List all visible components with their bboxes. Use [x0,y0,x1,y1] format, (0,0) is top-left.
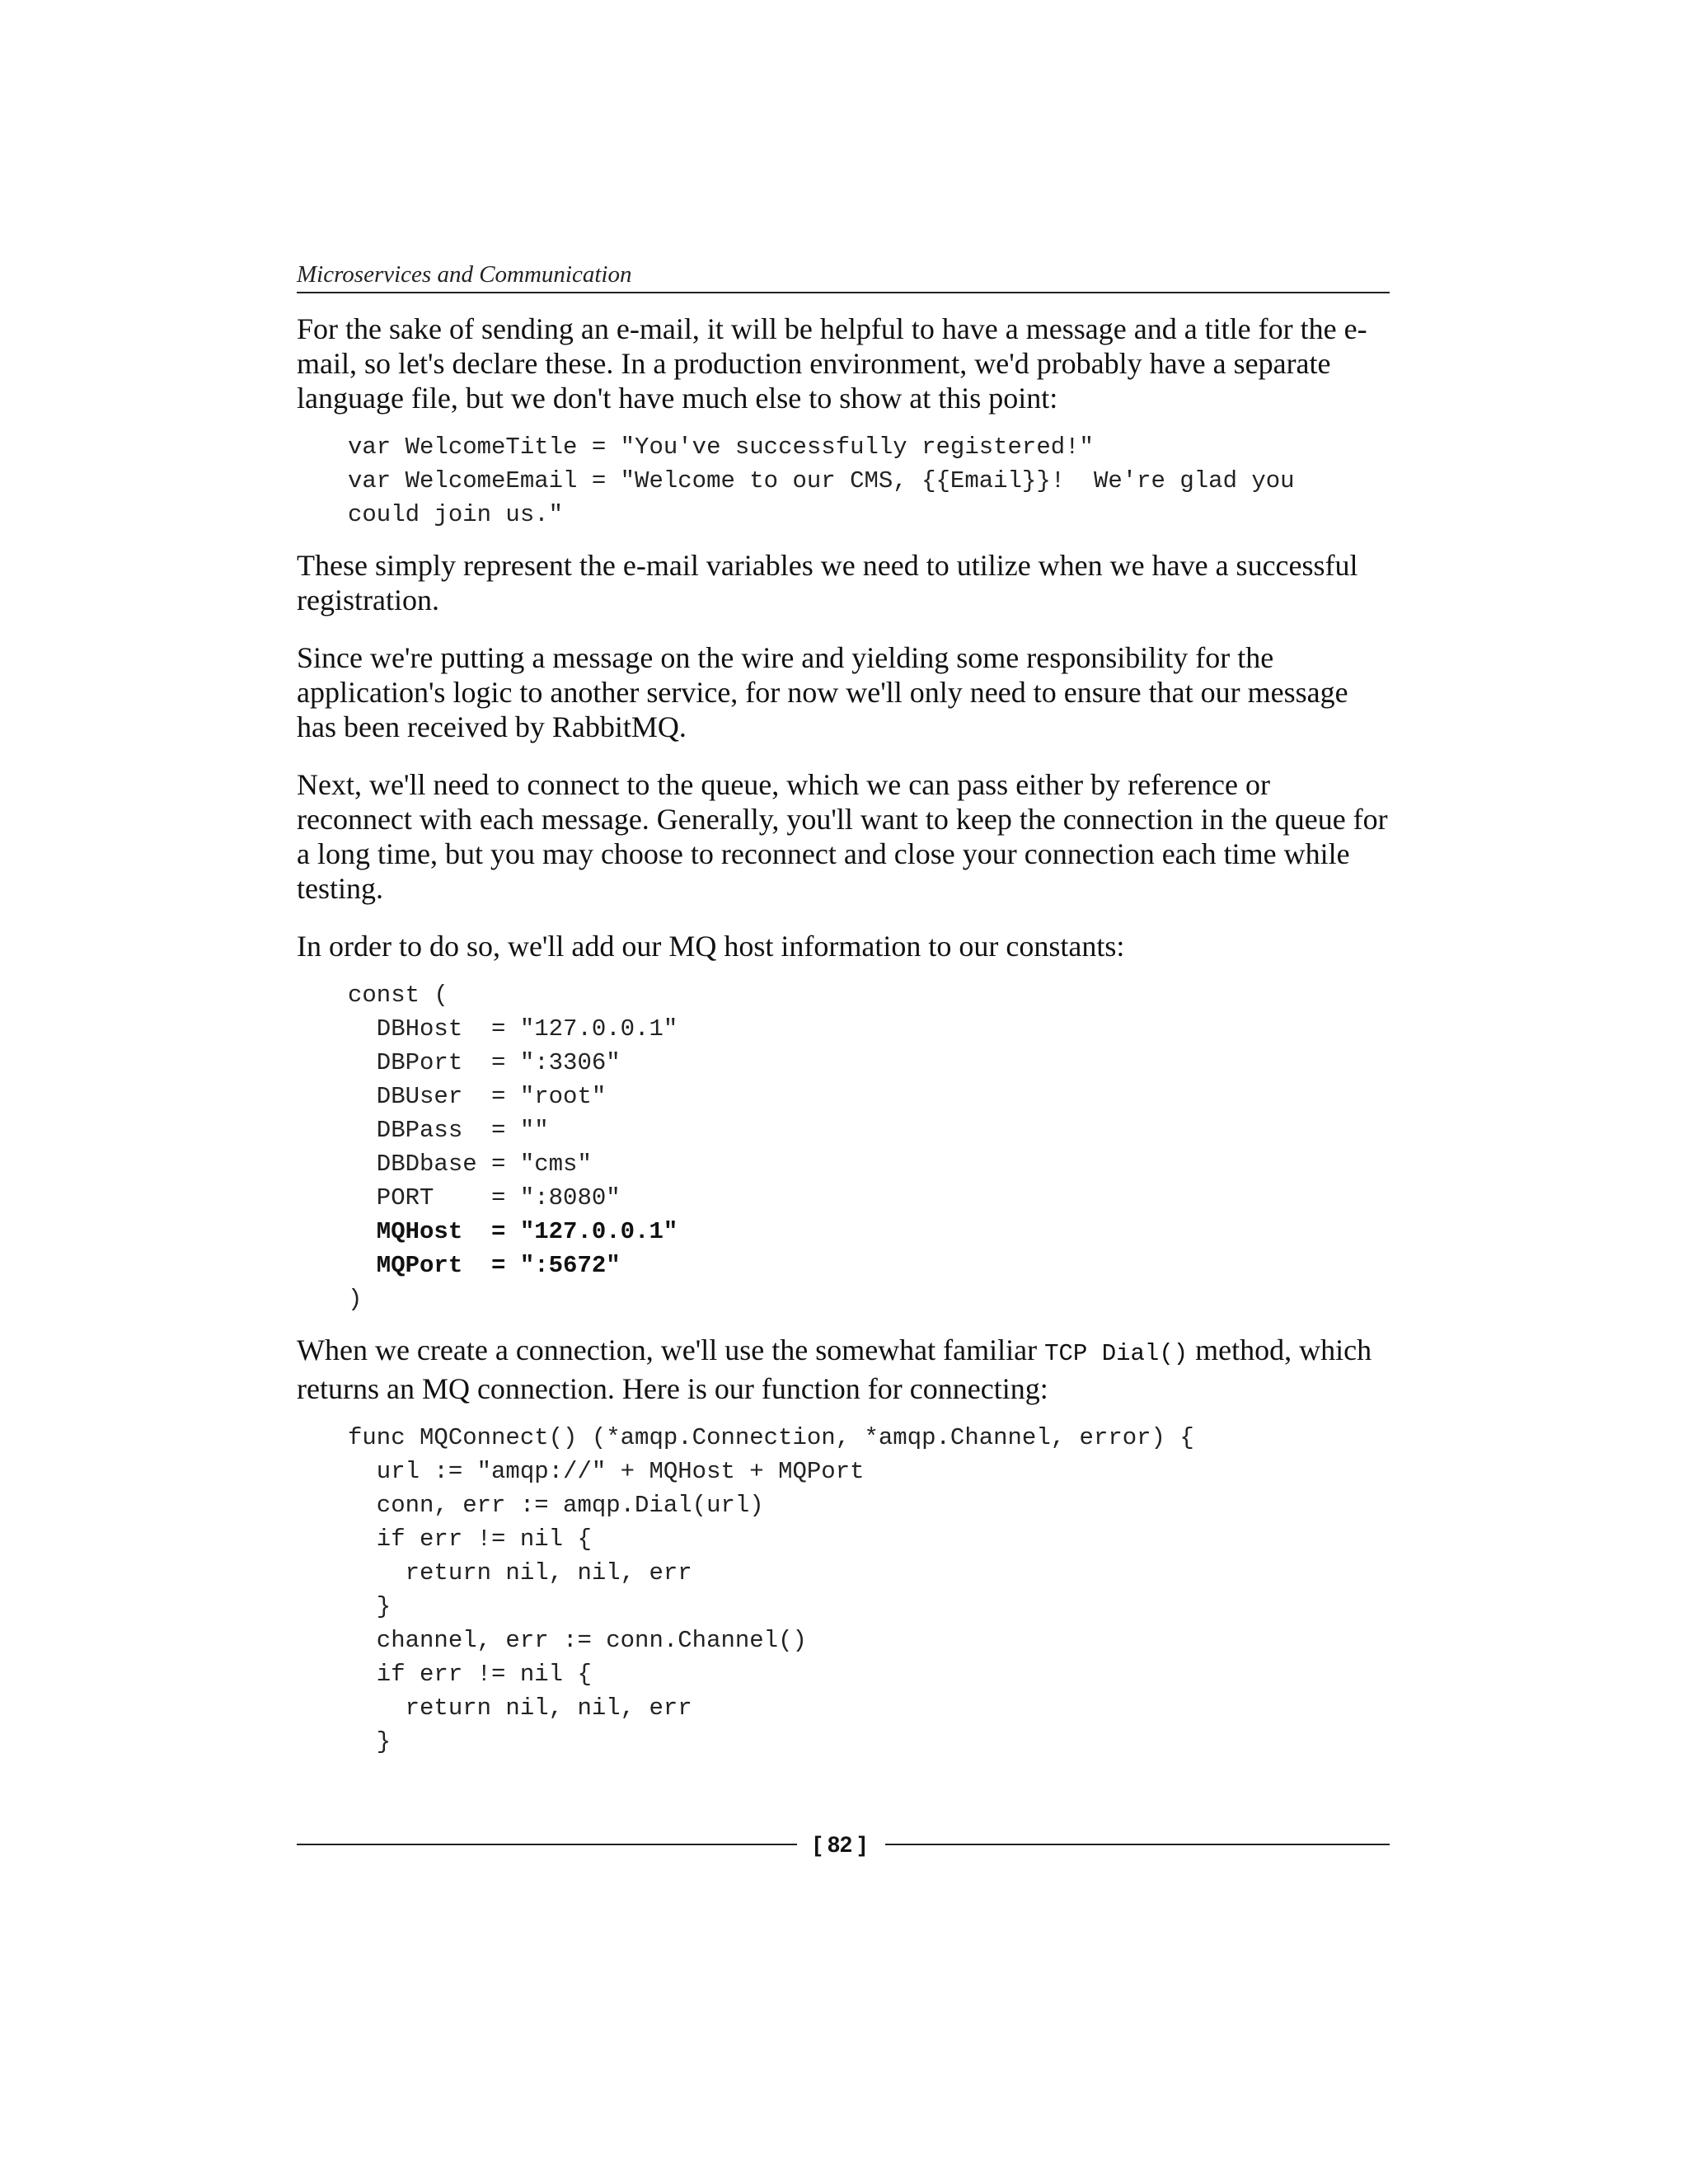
paragraph-tcp-dial-text-before: When we create a connection, we'll use the somewhat familiar [297,1333,1045,1366]
code-block-constants [297,978,1390,1316]
page-number: [ 82 ] [814,1832,866,1857]
code-constants-plain: const ( DBHost = "127.0.0.1" DBPort = ":3306" DBUser = "root" DBPass = "" DBDbase = "cms" PORT = ":8080" [348,982,678,1212]
footer-rule-right [885,1844,1390,1845]
paragraph-email-variables: These simply represent the e-mail variables we need to utilize when we have a successful registration. [297,549,1358,616]
code-block-mqconnect: func MQConnect() (*amqp.Connection, *amqp.Channel, error) { url := "amqp://" + MQHost + MQPort conn, err := amqp.Dial(url) if err != nil { return nil, nil, err } channel, err := conn.Channel() if err != nil { return nil, nil, err } [348,1424,1194,1755]
paragraph-mq-constants: In order to do so, we'll add our MQ host information to our constants: [297,930,1125,963]
inline-code-tcp-dial: TCP Dial() [1044,1340,1189,1367]
code-block-welcome-vars: var WelcomeTitle = "You've successfully registered!" var WelcomeEmail = "Welcome to our CMS, {{Email}}! We're glad you could join us." [348,434,1295,528]
code-constants-mq-highlight: MQHost = "127.0.0.1" MQPort = ":5672" [376,1218,678,1279]
running-title: Microservices and Communication [297,261,632,288]
paragraph-tcp-dial-text-after: method, which returns an MQ connection. Here is our function for connecting: [297,1333,1372,1405]
paragraph-tcp-dial [297,1333,1390,1406]
paragraph-rabbitmq: Since we're putting a message on the wire and yielding some responsibility for the application's logic to another service, for now we'll only need to ensure that our message has been received by RabbitMQ. [297,641,1348,743]
page-header [297,260,1390,293]
paragraph-queue-connection: Next, we'll need to connect to the queue, which we can pass either by reference or reconnect with each message. Generally, you'll want to keep the connection in the queue for a long time, but you may choose to reconnect and close your connection each time while testing. [297,768,1388,905]
page-footer [297,1828,1390,1861]
paragraph-email-intro: For the sake of sending an e-mail, it will be helpful to have a message and a title for the e-mail, so let's declare these. In a production environment, we'd probably have a separate language file, but we don't have much else to show at this point: [297,312,1367,415]
footer-rule-left [297,1844,797,1845]
page-content [297,312,1390,1759]
code-constants-close: ) [348,1286,363,1313]
